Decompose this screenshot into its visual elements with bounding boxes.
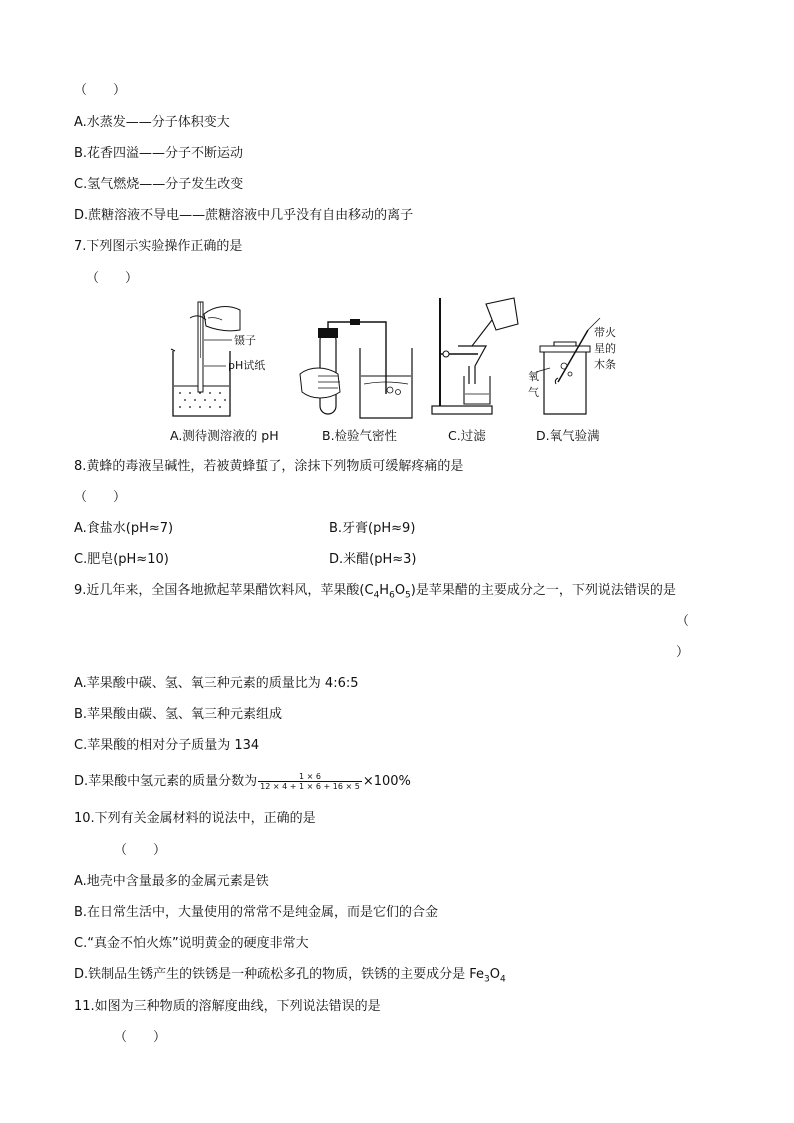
label-splint-line2: 星的 <box>594 342 616 355</box>
oxygen-test-apparatus-illustration <box>530 296 640 420</box>
q11-answer-paren: （ ） <box>114 1030 167 1045</box>
filtration-apparatus-illustration <box>428 294 524 420</box>
q10-option-d: D.铁制品生锈产生的铁锈是一种疏松多孔的物质，铁锈的主要成分是 $Fe_3O_4$ <box>74 967 506 985</box>
mass-fraction-formula: $\frac{1 \times 6}{12 \times 4 + 1 \times 6 + 16 \times 5}$ <box>260 772 360 791</box>
q10-option-c: C.“真金不怕火炼”说明黄金的硬度非常大 <box>74 936 309 951</box>
q6-answer-paren: （ ） <box>74 83 127 98</box>
q9-option-a: A.苹果酸中碳、氢、氧三种元素的质量比为 4:6:5 <box>74 676 359 691</box>
q8-option-a: A.食盐水(pH≈7) <box>74 521 174 536</box>
figure-caption-a: A.测待测溶液的 pH <box>170 428 279 443</box>
q8-stem: 8.黄蜂的毒液呈碱性，若被黄蜂蜇了，涂抹下列物质可缓解疼痛的是 <box>74 459 464 474</box>
label-tweezers: 镊子 <box>234 334 256 347</box>
q9-paren-open: （ <box>676 614 690 629</box>
q7-stem: 7.下列图示实验操作正确的是 <box>74 239 243 254</box>
q8-answer-paren: （ ） <box>74 490 127 505</box>
airtightness-apparatus-illustration <box>298 318 418 422</box>
q9-option-c: C.苹果酸的相对分子质量为 134 <box>74 738 260 753</box>
q7-answer-paren: （ ） <box>86 271 139 286</box>
q10-stem: 10.下列有关金属材料的说法中，正确的是 <box>74 811 316 826</box>
q8-option-b: B.牙膏(pH≈9) <box>329 521 416 536</box>
q9-stem: 9.近几年来，全国各地掀起苹果醋饮料风，苹果酸$(C_4H_6O_5)$是苹果醋的主要成分之一，下列说法错误的是 <box>74 583 676 601</box>
label-oxygen-line2: 气 <box>528 386 539 399</box>
q8-option-c: C.肥皂(pH≈10) <box>74 552 169 567</box>
q9-option-d: D.苹果酸中氢元素的质量分数为 $\frac{1 \times 6}{12 \times 4 + 1 \times 6 + 16 \times 5}$ ×100% <box>74 772 411 791</box>
q9-option-b: B.苹果酸由碳、氢、氧三种元素组成 <box>74 707 283 722</box>
label-splint-line3: 木条 <box>594 358 616 371</box>
label-oxygen-line1: 氧 <box>528 370 539 383</box>
q11-stem: 11.如图为三种物质的溶解度曲线，下列说法错误的是 <box>74 999 381 1014</box>
q6-option-d: D.蔗糖溶液不导电——蔗糖溶液中几乎没有自由移动的离子 <box>74 208 414 223</box>
figure-caption-b: B.检验气密性 <box>322 428 398 443</box>
q9-paren-close: ） <box>676 645 690 660</box>
q6-option-b: B.花香四溢——分子不断运动 <box>74 146 244 161</box>
label-splint-line1: 带火 <box>594 326 616 339</box>
q8-option-d: D.米醋(pH≈3) <box>329 552 417 567</box>
q6-option-a: A.水蒸发——分子体积变大 <box>74 115 230 130</box>
q6-option-c: C.氢气燃烧——分子发生改变 <box>74 177 244 192</box>
q10-option-a: A.地壳中含量最多的金属元素是铁 <box>74 874 269 889</box>
label-ph-paper: pH试纸 <box>228 359 266 372</box>
q10-option-b: B.在日常生活中，大量使用的常常不是纯金属，而是它们的合金 <box>74 905 439 920</box>
figure-caption-d: D.氧气验满 <box>536 428 600 443</box>
figure-caption-c: C.过滤 <box>448 428 486 443</box>
q10-answer-paren: （ ） <box>114 843 167 858</box>
